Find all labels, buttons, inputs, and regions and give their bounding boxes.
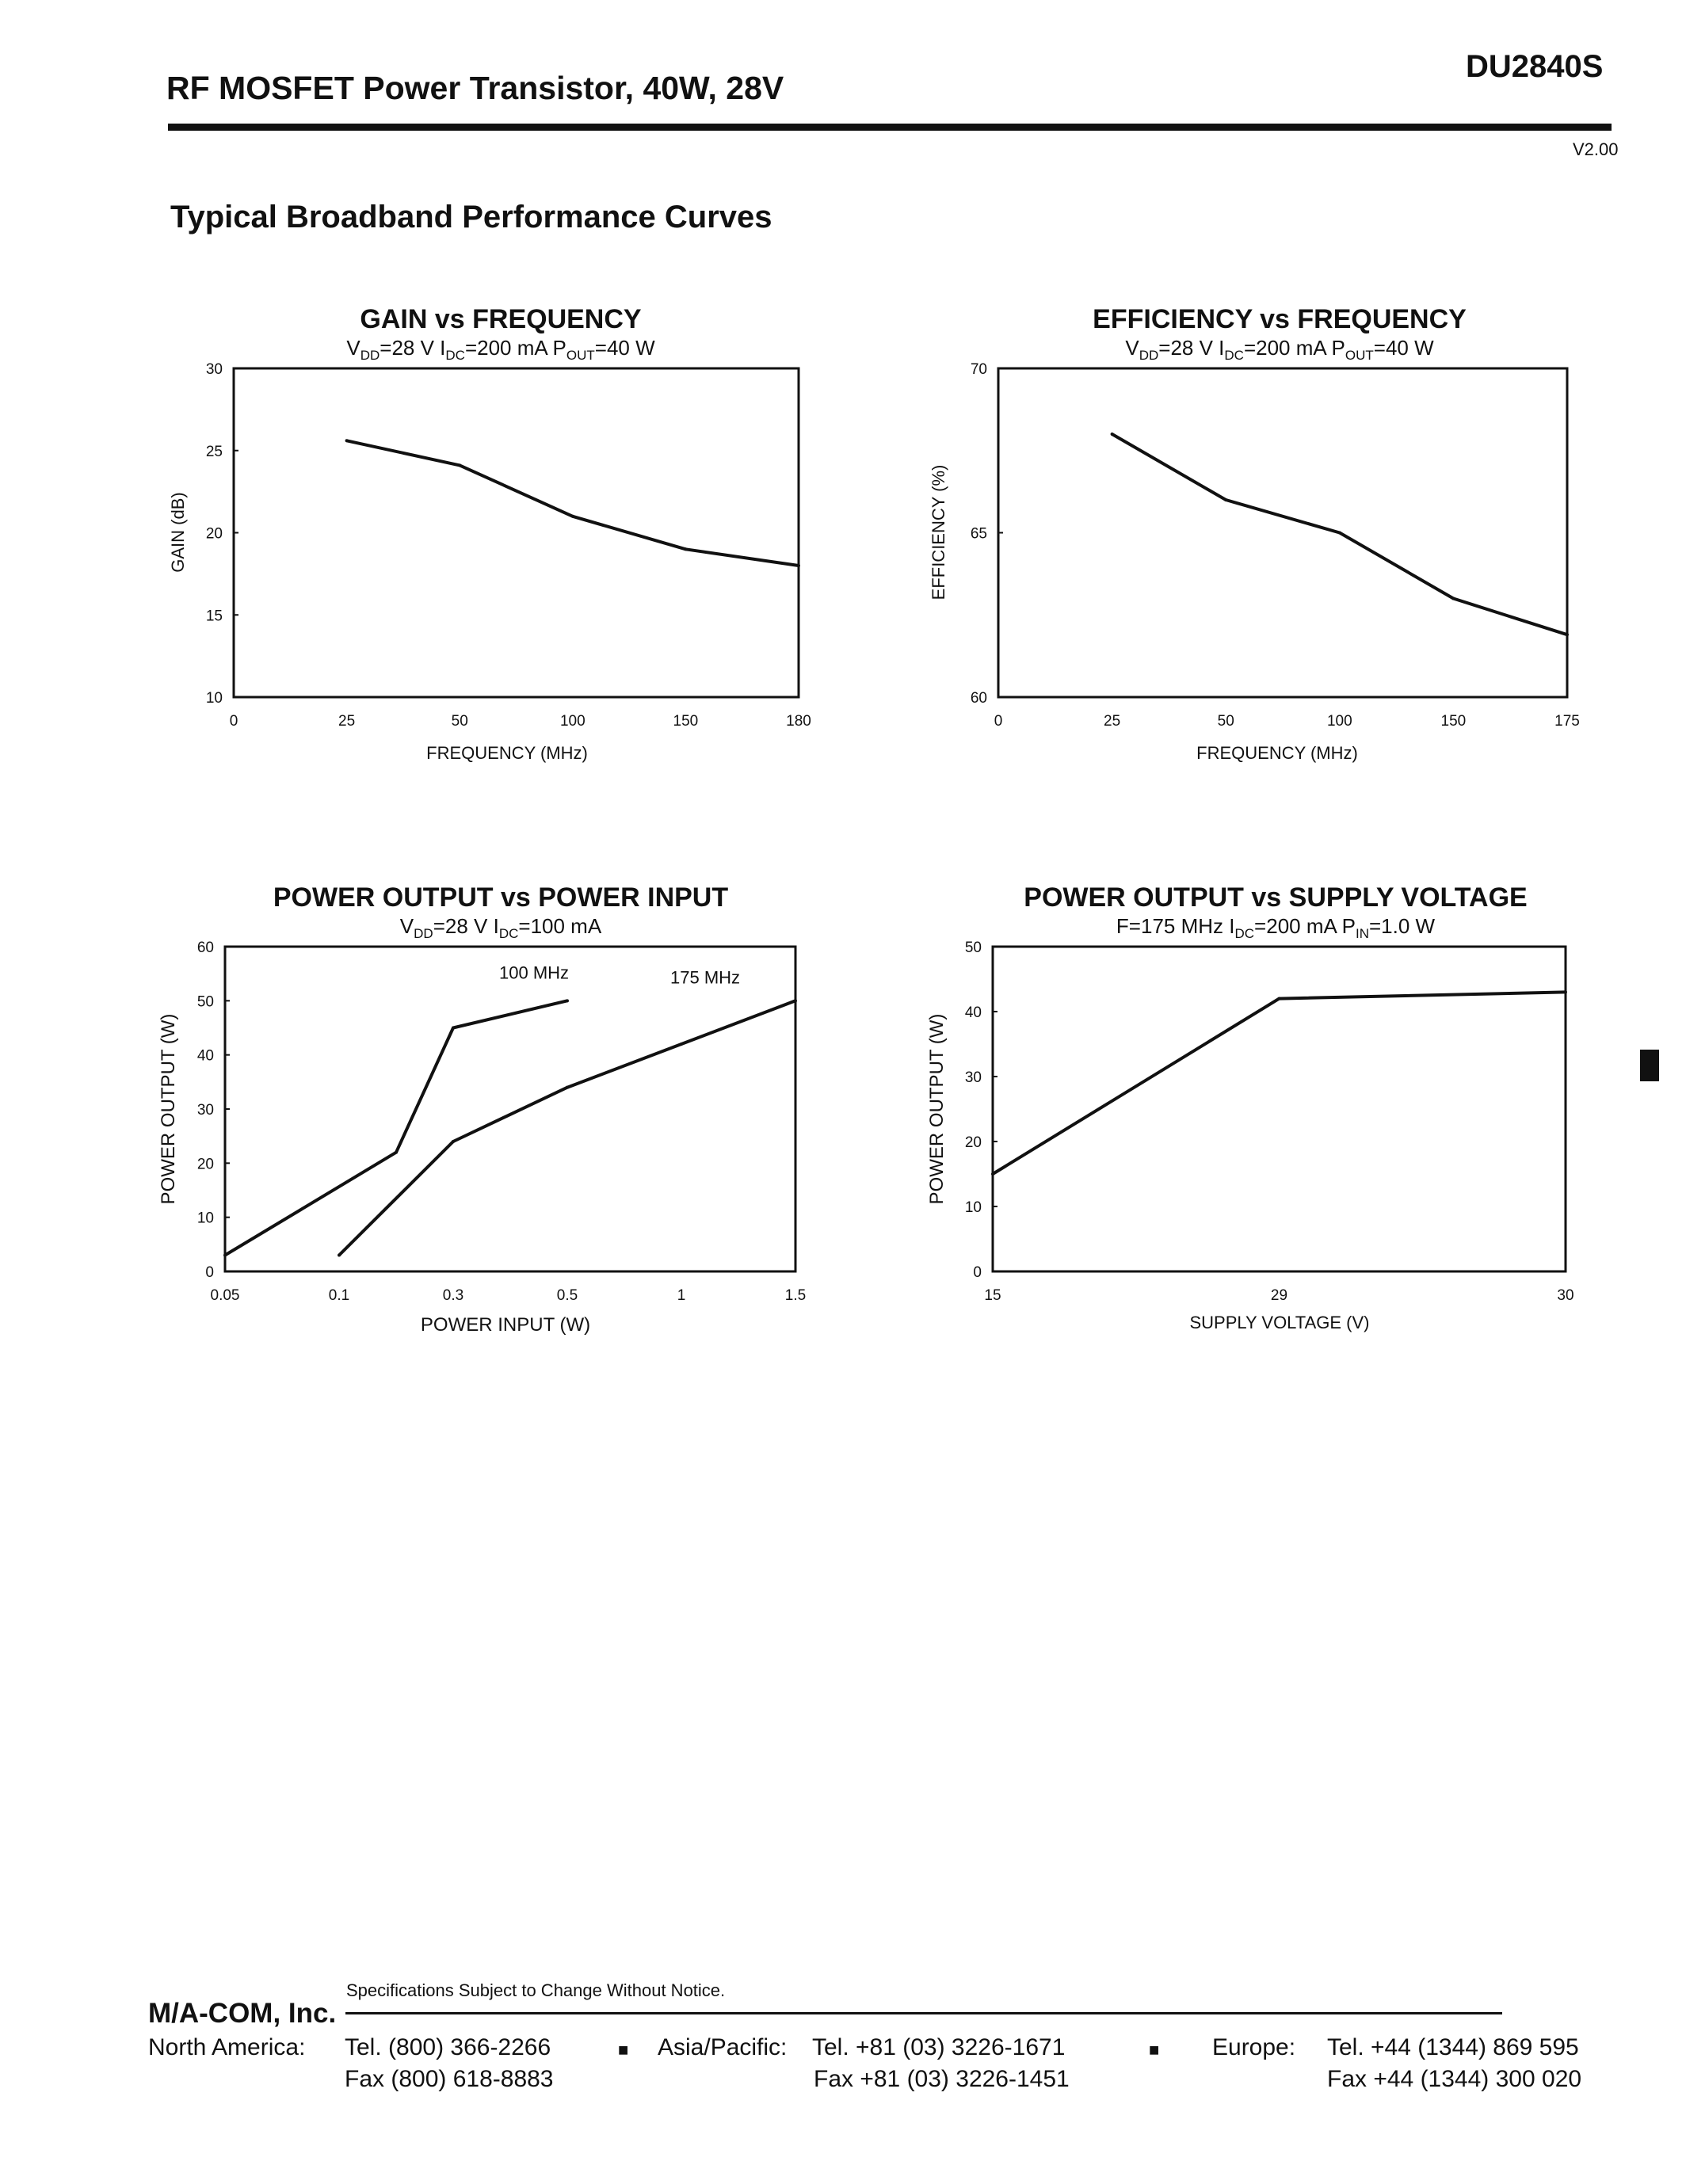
x-tick-label: 0.05 bbox=[210, 1287, 240, 1304]
data-point bbox=[684, 547, 687, 551]
efficiency-vs-frequency-chart bbox=[911, 293, 1608, 784]
region-north-america-label: North America: bbox=[148, 2034, 306, 2060]
y-axis-label: POWER OUTPUT (W) bbox=[926, 1013, 948, 1205]
chart-title: GAIN vs FREQUENCY bbox=[360, 304, 642, 334]
asia-pacific-tel: Tel. +81 (03) 3226-1671 bbox=[812, 2034, 1066, 2060]
x-axis-label: FREQUENCY (MHz) bbox=[1196, 743, 1358, 763]
separator-bullet: ■ bbox=[618, 2040, 629, 2060]
y-tick-label: 65 bbox=[970, 525, 987, 543]
x-tick-label: 150 bbox=[673, 713, 699, 730]
section-title: Typical Broadband Performance Curves bbox=[170, 200, 772, 234]
data-point bbox=[571, 515, 574, 518]
data-point bbox=[1111, 433, 1114, 436]
x-tick-label: 0.5 bbox=[556, 1287, 578, 1304]
y-tick-label: 40 bbox=[196, 1047, 214, 1065]
data-point bbox=[797, 564, 800, 567]
data-point bbox=[1338, 532, 1341, 535]
x-axis-label: FREQUENCY (MHz) bbox=[426, 743, 588, 763]
company-name: M/A-COM, Inc. bbox=[148, 1998, 337, 2029]
x-tick-label: 25 bbox=[1104, 713, 1121, 730]
chart-subtitle: $V_{DD}=28$ V $I_{DC}=100$ mA bbox=[399, 914, 602, 941]
part-number: DU2840S bbox=[1466, 49, 1604, 84]
power-output-vs-supply-voltage-chart bbox=[911, 871, 1608, 1363]
data-point bbox=[338, 1254, 341, 1257]
y-tick-label: 50 bbox=[196, 993, 214, 1011]
data-point bbox=[794, 999, 797, 1002]
y-tick-label: 20 bbox=[196, 1156, 214, 1173]
data-point bbox=[680, 1042, 683, 1046]
y-axis-label: EFFICIENCY (%) bbox=[929, 464, 948, 600]
data-point bbox=[458, 463, 461, 467]
chart-title: POWER OUTPUT vs SUPPLY VOLTAGE bbox=[1024, 882, 1528, 913]
y-tick-label: 60 bbox=[196, 940, 214, 956]
data-point bbox=[452, 1140, 455, 1143]
document-title: RF MOSFET Power Transistor, 40W, 28V bbox=[166, 70, 784, 106]
plot-frame bbox=[234, 368, 799, 697]
data-point bbox=[452, 1027, 455, 1030]
y-tick-label: 20 bbox=[964, 1134, 982, 1151]
data-point bbox=[395, 1151, 398, 1154]
x-tick-label: 0 bbox=[994, 713, 1003, 730]
north-america-fax: Fax (800) 618-8883 bbox=[345, 2066, 554, 2092]
region-asia-pacific-label: Asia/Pacific: bbox=[658, 2034, 788, 2060]
series-label: 175 MHz bbox=[670, 967, 741, 988]
x-axis-label: POWER INPUT (W) bbox=[420, 1314, 591, 1336]
x-tick-label: 100 bbox=[559, 713, 586, 730]
y-tick-label: 0 bbox=[973, 1264, 982, 1281]
y-axis-label: POWER OUTPUT (W) bbox=[158, 1013, 179, 1205]
europe-tel: Tel. +44 (1344) 869 595 bbox=[1327, 2034, 1579, 2060]
region-europe-contact bbox=[1327, 2032, 1581, 2095]
plot-frame bbox=[998, 368, 1567, 697]
x-tick-label: 50 bbox=[451, 713, 468, 730]
series-line bbox=[347, 440, 799, 566]
y-tick-label: 40 bbox=[964, 1004, 982, 1021]
region-north-america-contact bbox=[345, 2032, 554, 2095]
gain-vs-frequency-chart bbox=[143, 293, 840, 784]
separator-bullet: ■ bbox=[1149, 2040, 1160, 2060]
data-point bbox=[1566, 633, 1569, 636]
x-tick-label: 175 bbox=[1554, 713, 1580, 730]
y-tick-label: 30 bbox=[196, 1102, 214, 1119]
data-point bbox=[223, 1254, 227, 1257]
europe-fax: Fax +44 (1344) 300 020 bbox=[1327, 2066, 1582, 2092]
region-asia-pacific-contact bbox=[812, 2032, 1070, 2095]
x-axis-label: SUPPLY VOLTAGE (V) bbox=[1189, 1313, 1370, 1332]
chart-title: EFFICIENCY vs FREQUENCY bbox=[1093, 304, 1467, 334]
x-tick-label: 1.5 bbox=[784, 1287, 807, 1304]
y-tick-label: 20 bbox=[205, 525, 223, 543]
region-europe-label: Europe: bbox=[1212, 2034, 1296, 2060]
x-tick-label: 15 bbox=[984, 1287, 1001, 1304]
data-point bbox=[1564, 990, 1567, 993]
y-tick-label: 10 bbox=[205, 690, 223, 707]
chart-subtitle: $V_{DD}=28$ V $I_{DC}=200$ mA $P_{OUT}=40$ W bbox=[1125, 336, 1434, 363]
x-tick-label: 180 bbox=[786, 713, 811, 730]
power-output-vs-power-input-chart bbox=[143, 871, 840, 1363]
data-point bbox=[1278, 997, 1281, 1001]
footer-rule bbox=[345, 2012, 1502, 2014]
series-line bbox=[225, 1001, 567, 1255]
x-tick-label: 50 bbox=[1217, 713, 1234, 730]
x-tick-label: 29 bbox=[1270, 1287, 1288, 1304]
series-label: 100 MHz bbox=[499, 962, 570, 983]
change-notice: Specifications Subject to Change Without Notice. bbox=[346, 1980, 726, 2000]
version-label: V2.00 bbox=[1573, 139, 1619, 159]
x-tick-label: 150 bbox=[1440, 713, 1467, 730]
data-point bbox=[566, 999, 569, 1002]
data-point bbox=[991, 1172, 994, 1176]
edge-tab-marker bbox=[1640, 1050, 1659, 1081]
x-tick-label: 25 bbox=[338, 713, 356, 730]
asia-pacific-fax: Fax +81 (03) 3226-1451 bbox=[814, 2066, 1070, 2092]
data-point bbox=[1451, 597, 1455, 600]
x-tick-label: 30 bbox=[1557, 1287, 1574, 1304]
data-point bbox=[345, 439, 349, 442]
y-tick-label: 50 bbox=[964, 940, 982, 956]
y-tick-label: 60 bbox=[970, 690, 987, 707]
plot-frame bbox=[225, 947, 795, 1271]
chart-title: POWER OUTPUT vs POWER INPUT bbox=[273, 882, 729, 913]
y-tick-label: 30 bbox=[205, 361, 223, 378]
chart-subtitle: F=175 MHz $I_{DC}=200$ mA $P_{IN}=1.0$ W bbox=[1116, 914, 1436, 941]
x-tick-label: 100 bbox=[1326, 713, 1352, 730]
y-tick-label: 0 bbox=[205, 1264, 214, 1281]
north-america-tel: Tel. (800) 366-2266 bbox=[345, 2034, 551, 2060]
x-tick-label: 0 bbox=[229, 713, 238, 730]
y-tick-label: 10 bbox=[196, 1210, 214, 1227]
y-tick-label: 30 bbox=[964, 1069, 982, 1086]
x-tick-label: 1 bbox=[677, 1287, 686, 1304]
x-tick-label: 0.3 bbox=[442, 1287, 464, 1304]
data-point bbox=[1224, 498, 1227, 501]
chart-subtitle: $V_{DD}=28$ V $I_{DC}=200$ mA $P_{OUT}=40$ W bbox=[346, 336, 655, 363]
series-line bbox=[1112, 434, 1567, 635]
x-tick-label: 0.1 bbox=[328, 1287, 350, 1304]
data-point bbox=[566, 1086, 569, 1089]
y-tick-label: 15 bbox=[205, 608, 223, 625]
header-rule bbox=[168, 124, 1612, 131]
y-axis-label: GAIN (dB) bbox=[168, 492, 188, 573]
y-tick-label: 70 bbox=[970, 361, 987, 378]
y-tick-label: 10 bbox=[964, 1199, 982, 1216]
y-tick-label: 25 bbox=[205, 443, 223, 460]
series-line bbox=[993, 992, 1566, 1174]
